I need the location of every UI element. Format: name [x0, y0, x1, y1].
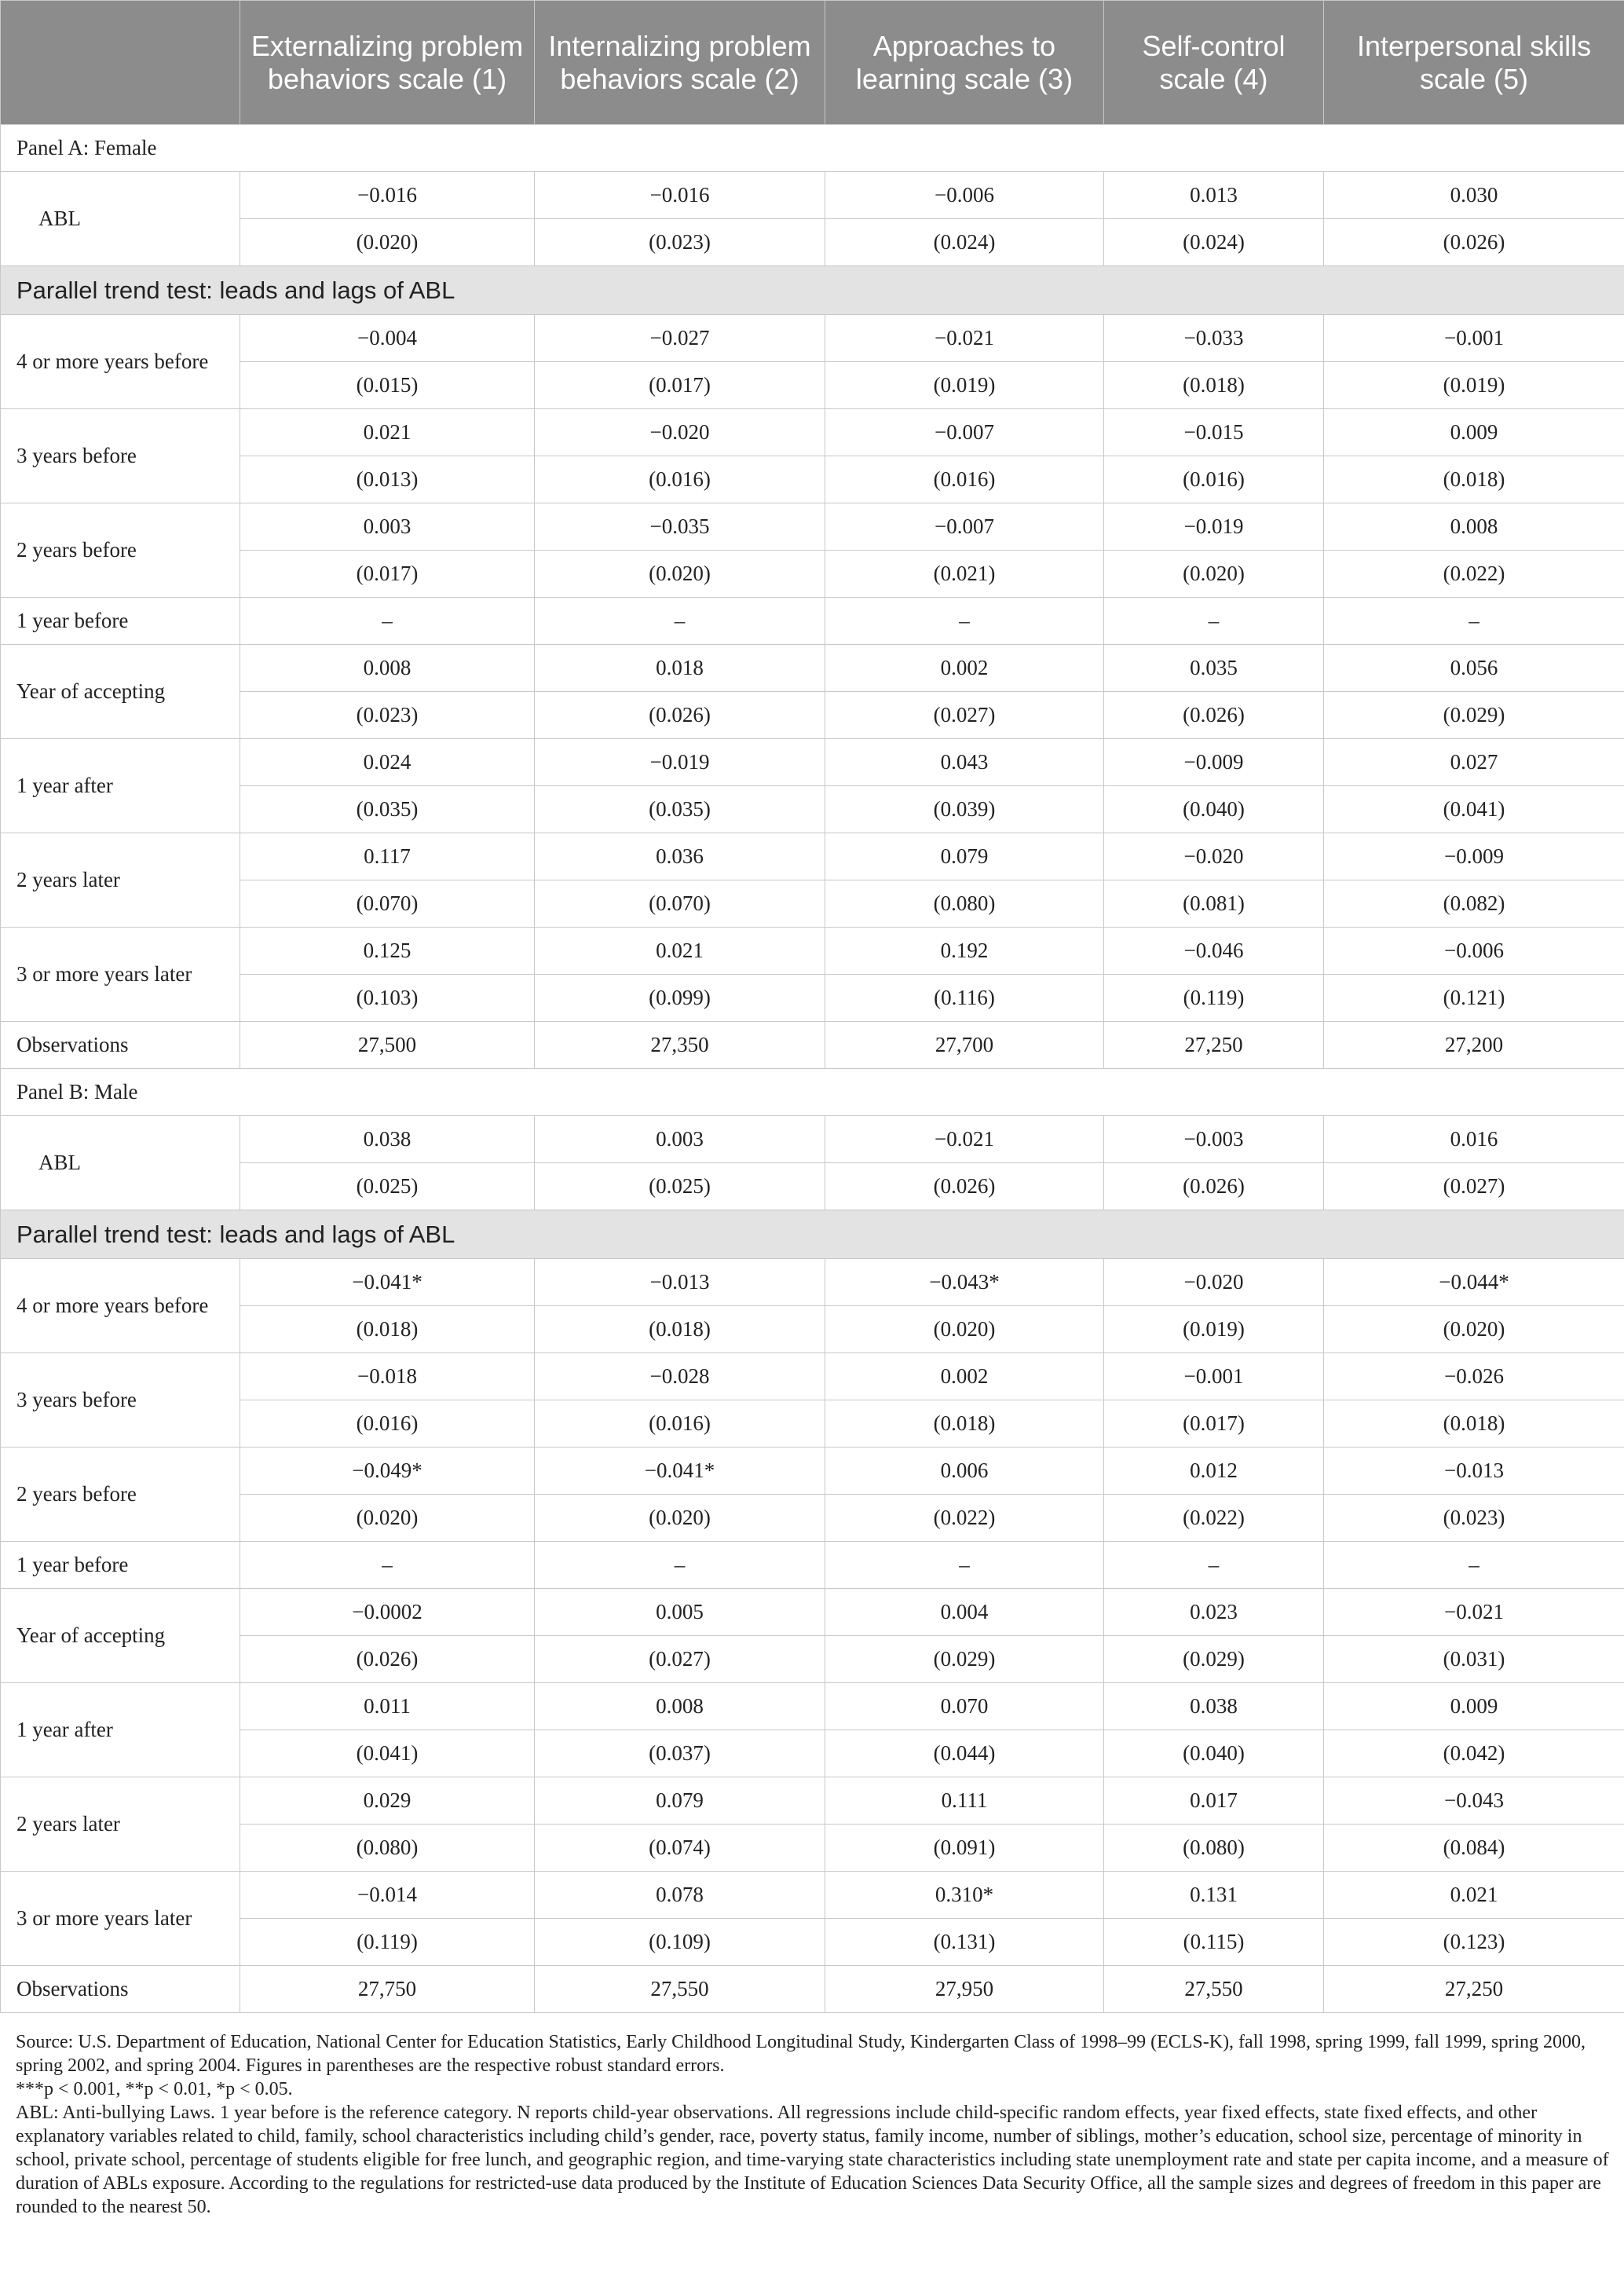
standard-error-cell: (0.022) [1104, 1495, 1324, 1542]
row-label: Year of accepting [1, 1589, 240, 1683]
standard-error-cell: (0.119) [240, 1919, 535, 1966]
row-label: Observations [1, 1022, 240, 1069]
standard-error-cell: (0.082) [1324, 880, 1624, 928]
lead-lag-coef-row [1, 1589, 1624, 1636]
standard-error-cell: (0.040) [1104, 786, 1324, 833]
standard-error-cell: (0.017) [240, 551, 535, 598]
coefficient-cell: 0.002 [825, 645, 1104, 692]
row-label: 1 year after [1, 1683, 240, 1777]
coefficient-cell: −0.041* [535, 1448, 825, 1495]
row-label: 4 or more years before [1, 1259, 240, 1353]
lead-lag-se-row [1, 880, 1624, 928]
standard-error-cell: (0.031) [1324, 1636, 1624, 1683]
coefficient-cell: 0.036 [535, 833, 825, 880]
row-label: Year of accepting [1, 645, 240, 739]
lead-lag-coef-row [1, 1259, 1624, 1306]
coefficient-cell: 0.038 [1104, 1683, 1324, 1730]
standard-error-cell: (0.016) [240, 1400, 535, 1448]
standard-error-cell: (0.035) [535, 786, 825, 833]
coefficient-cell: −0.020 [535, 409, 825, 456]
standard-error-cell: (0.018) [1324, 1400, 1624, 1448]
standard-error-cell: (0.020) [240, 219, 535, 266]
lead-lag-se-row [1, 456, 1624, 503]
standard-error-cell: (0.017) [1104, 1400, 1324, 1448]
coefficient-cell: 0.079 [535, 1777, 825, 1825]
coefficient-cell: −0.001 [1324, 315, 1624, 362]
coefficient-cell: – [825, 1542, 1104, 1589]
observations-cell: 27,500 [240, 1022, 535, 1069]
standard-error-cell: (0.070) [240, 880, 535, 928]
coefficient-cell: −0.018 [240, 1353, 535, 1400]
lead-lag-coef-row [1, 1872, 1624, 1919]
lead-lag-coef-row [1, 1448, 1624, 1495]
coefficient-cell: −0.019 [535, 739, 825, 786]
observations-cell: 27,250 [1104, 1022, 1324, 1069]
lead-lag-coef-row [1, 409, 1624, 456]
observations-cell: 27,200 [1324, 1022, 1624, 1069]
standard-error-cell: (0.116) [825, 975, 1104, 1022]
coefficient-cell: −0.028 [535, 1353, 825, 1400]
coefficient-cell: – [1324, 1542, 1624, 1589]
coefficient-cell: 0.006 [825, 1448, 1104, 1495]
lead-lag-coef-row [1, 739, 1624, 786]
lead-lag-coef-row [1, 1542, 1624, 1589]
standard-error-cell: (0.091) [825, 1825, 1104, 1872]
coefficient-cell: −0.044* [1324, 1259, 1624, 1306]
standard-error-cell: (0.027) [1324, 1163, 1624, 1210]
trend-section-row [1, 1210, 1624, 1259]
standard-error-cell: (0.029) [1324, 692, 1624, 739]
row-label: 4 or more years before [1, 315, 240, 409]
row-label: 3 or more years later [1, 928, 240, 1022]
coefficient-cell: −0.020 [1104, 1259, 1324, 1306]
coefficient-cell: −0.007 [825, 409, 1104, 456]
coefficient-cell: 0.023 [1104, 1589, 1324, 1636]
coefficient-cell: 0.008 [535, 1683, 825, 1730]
coefficient-cell: 0.038 [240, 1116, 535, 1163]
standard-error-cell: (0.074) [535, 1825, 825, 1872]
coefficient-cell: −0.013 [535, 1259, 825, 1306]
panel-title: Panel A: Female [1, 125, 1624, 172]
coefficient-cell: −0.046 [1104, 928, 1324, 975]
observations-cell: 27,950 [825, 1966, 1104, 2013]
standard-error-cell: (0.026) [535, 692, 825, 739]
lead-lag-coef-row [1, 315, 1624, 362]
standard-error-cell: (0.080) [825, 880, 1104, 928]
standard-error-cell: (0.019) [825, 362, 1104, 409]
standard-error-cell: (0.103) [240, 975, 535, 1022]
standard-error-cell: (0.035) [240, 786, 535, 833]
coefficient-cell: 0.056 [1324, 645, 1624, 692]
lead-lag-se-row [1, 975, 1624, 1022]
coefficient-cell: – [825, 598, 1104, 645]
observations-row [1, 1022, 1624, 1069]
panel-title: Panel B: Male [1, 1069, 1624, 1116]
coefficient-cell: 0.003 [535, 1116, 825, 1163]
abl-note: ABL: Anti-bullying Laws. 1 year before is the reference category. N reports child-year observations. All regressions include child-specific random effects, year fixed effects, state fixed effects, and other explanatory variables related to child, family, school characteristics including child’s gender, race, poverty status, family income, number of siblings, mother’s education, school size, percentage of minority in school, private school, percentage of students eligible for free lunch, and geographic region, and time-varying state characteristics including state unemployment rate and state per capita income, and a measure of duration of ABLs exposure. According to the regulations for restricted-use data produced by the Institute of Education Sciences Data Security Office, all the sample sizes and degrees of freedom in this paper are rounded to the nearest 50. [16, 2103, 1609, 2217]
coefficient-cell: 0.011 [240, 1683, 535, 1730]
standard-error-cell: (0.016) [825, 456, 1104, 503]
row-label: 1 year before [1, 1542, 240, 1589]
coefficient-cell: −0.033 [1104, 315, 1324, 362]
abl-coef-row [1, 172, 1624, 219]
lead-lag-se-row [1, 1400, 1624, 1448]
coefficient-cell: −0.009 [1324, 833, 1624, 880]
lead-lag-coef-row [1, 598, 1624, 645]
coefficient-cell: 0.117 [240, 833, 535, 880]
coefficient-cell: −0.016 [535, 172, 825, 219]
table-body [1, 125, 1624, 2013]
observations-cell: 27,700 [825, 1022, 1104, 1069]
coefficient-cell: −0.019 [1104, 503, 1324, 551]
coefficient-cell: – [535, 1542, 825, 1589]
coefficient-cell: −0.026 [1324, 1353, 1624, 1400]
coefficient-cell: −0.006 [825, 172, 1104, 219]
column-header: Externalizing problem behaviors scale (1) [240, 1, 535, 125]
standard-error-cell: (0.018) [535, 1306, 825, 1353]
row-label: ABL [1, 172, 240, 266]
coefficient-cell: −0.014 [240, 1872, 535, 1919]
standard-error-cell: (0.016) [535, 1400, 825, 1448]
standard-error-cell: (0.131) [825, 1919, 1104, 1966]
standard-error-cell: (0.109) [535, 1919, 825, 1966]
coefficient-cell: 0.125 [240, 928, 535, 975]
header-row [1, 1, 1624, 125]
coefficient-cell: 0.021 [535, 928, 825, 975]
abl-se-row [1, 1163, 1624, 1210]
coefficient-cell: 0.029 [240, 1777, 535, 1825]
panel-title-row [1, 1069, 1624, 1116]
standard-error-cell: (0.016) [535, 456, 825, 503]
coefficient-cell: – [535, 598, 825, 645]
standard-error-cell: (0.123) [1324, 1919, 1624, 1966]
standard-error-cell: (0.121) [1324, 975, 1624, 1022]
coefficient-cell: −0.009 [1104, 739, 1324, 786]
coefficient-cell: 0.008 [1324, 503, 1624, 551]
coefficient-cell: −0.021 [825, 315, 1104, 362]
standard-error-cell: (0.027) [825, 692, 1104, 739]
lead-lag-coef-row [1, 1683, 1624, 1730]
standard-error-cell: (0.023) [535, 219, 825, 266]
lead-lag-coef-row [1, 1777, 1624, 1825]
standard-error-cell: (0.040) [1104, 1730, 1324, 1777]
standard-error-cell: (0.015) [240, 362, 535, 409]
row-label: 2 years later [1, 833, 240, 928]
standard-error-cell: (0.024) [825, 219, 1104, 266]
row-label: ABL [1, 1116, 240, 1210]
coefficient-cell: 0.021 [240, 409, 535, 456]
lead-lag-se-row [1, 1495, 1624, 1542]
row-label: Observations [1, 1966, 240, 2013]
standard-error-cell: (0.020) [535, 551, 825, 598]
standard-error-cell: (0.020) [240, 1495, 535, 1542]
coefficient-cell: 0.018 [535, 645, 825, 692]
coefficient-cell: 0.131 [1104, 1872, 1324, 1919]
standard-error-cell: (0.025) [240, 1163, 535, 1210]
header-corner [1, 1, 240, 125]
coefficient-cell: – [240, 1542, 535, 1589]
coefficient-cell: −0.004 [240, 315, 535, 362]
row-label: 2 years before [1, 1448, 240, 1542]
significance-note: ***p < 0.001, **p < 0.01, *p < 0.05. [16, 2079, 293, 2099]
coefficient-cell: 0.005 [535, 1589, 825, 1636]
standard-error-cell: (0.025) [535, 1163, 825, 1210]
standard-error-cell: (0.020) [825, 1306, 1104, 1353]
standard-error-cell: (0.080) [240, 1825, 535, 1872]
standard-error-cell: (0.026) [1104, 692, 1324, 739]
standard-error-cell: (0.018) [1104, 362, 1324, 409]
standard-error-cell: (0.041) [240, 1730, 535, 1777]
coefficient-cell: 0.111 [825, 1777, 1104, 1825]
coefficient-cell: −0.001 [1104, 1353, 1324, 1400]
panel-title-row [1, 125, 1624, 172]
lead-lag-se-row [1, 1919, 1624, 1966]
standard-error-cell: (0.021) [825, 551, 1104, 598]
source-note: Source: U.S. Department of Education, National Center for Education Statistics, Early Childhood Longitudinal Study, Kindergarten Class of 1998–99 (ECLS-K), fall 1998, spring 1999, fall 1999, spring 2000, spring 2002, and spring 2004. Figures in parentheses are the respective robust standard errors. [16, 2032, 1586, 2076]
coefficient-cell: 0.002 [825, 1353, 1104, 1400]
trend-section-title: Parallel trend test: leads and lags of ABL [1, 1210, 1624, 1259]
standard-error-cell: (0.022) [1324, 551, 1624, 598]
coefficient-cell: – [1324, 598, 1624, 645]
coefficient-cell: −0.020 [1104, 833, 1324, 880]
standard-error-cell: (0.020) [535, 1495, 825, 1542]
observations-row [1, 1966, 1624, 2013]
standard-error-cell: (0.041) [1324, 786, 1624, 833]
standard-error-cell: (0.020) [1104, 551, 1324, 598]
lead-lag-se-row [1, 1306, 1624, 1353]
coefficient-cell: – [1104, 1542, 1324, 1589]
table-notes [16, 2030, 1610, 2219]
standard-error-cell: (0.013) [240, 456, 535, 503]
coefficient-cell: 0.013 [1104, 172, 1324, 219]
lead-lag-coef-row [1, 1353, 1624, 1400]
coefficient-cell: −0.021 [1324, 1589, 1624, 1636]
coefficient-cell: 0.009 [1324, 409, 1624, 456]
abl-coef-row [1, 1116, 1624, 1163]
standard-error-cell: (0.029) [1104, 1636, 1324, 1683]
column-header: Self-control scale (4) [1104, 1, 1324, 125]
standard-error-cell: (0.024) [1104, 219, 1324, 266]
row-label: 3 or more years later [1, 1872, 240, 1966]
standard-error-cell: (0.023) [1324, 1495, 1624, 1542]
observations-cell: 27,550 [535, 1966, 825, 2013]
coefficient-cell: 0.021 [1324, 1872, 1624, 1919]
standard-error-cell: (0.042) [1324, 1730, 1624, 1777]
coefficient-cell: −0.043* [825, 1259, 1104, 1306]
lead-lag-coef-row [1, 833, 1624, 880]
coefficient-cell: 0.017 [1104, 1777, 1324, 1825]
coefficient-cell: −0.003 [1104, 1116, 1324, 1163]
coefficient-cell: 0.070 [825, 1683, 1104, 1730]
standard-error-cell: (0.070) [535, 880, 825, 928]
coefficient-cell: 0.009 [1324, 1683, 1624, 1730]
standard-error-cell: (0.039) [825, 786, 1104, 833]
standard-error-cell: (0.099) [535, 975, 825, 1022]
coefficient-cell: −0.0002 [240, 1589, 535, 1636]
coefficient-cell: 0.310* [825, 1872, 1104, 1919]
coefficient-cell: −0.041* [240, 1259, 535, 1306]
standard-error-cell: (0.080) [1104, 1825, 1324, 1872]
coefficient-cell: – [240, 598, 535, 645]
coefficient-cell: −0.027 [535, 315, 825, 362]
standard-error-cell: (0.022) [825, 1495, 1104, 1542]
lead-lag-se-row [1, 1825, 1624, 1872]
observations-cell: 27,750 [240, 1966, 535, 2013]
coefficient-cell: 0.043 [825, 739, 1104, 786]
row-label: 1 year after [1, 739, 240, 833]
coefficient-cell: −0.021 [825, 1116, 1104, 1163]
standard-error-cell: (0.018) [240, 1306, 535, 1353]
row-label: 1 year before [1, 598, 240, 645]
standard-error-cell: (0.023) [240, 692, 535, 739]
coefficient-cell: 0.003 [240, 503, 535, 551]
standard-error-cell: (0.081) [1104, 880, 1324, 928]
coefficient-cell: −0.015 [1104, 409, 1324, 456]
row-label: 3 years before [1, 409, 240, 503]
lead-lag-se-row [1, 786, 1624, 833]
coefficient-cell: 0.035 [1104, 645, 1324, 692]
coefficient-cell: 0.012 [1104, 1448, 1324, 1495]
lead-lag-coef-row [1, 928, 1624, 975]
coefficient-cell: 0.030 [1324, 172, 1624, 219]
row-label: 2 years before [1, 503, 240, 598]
coefficient-cell: 0.004 [825, 1589, 1104, 1636]
standard-error-cell: (0.019) [1324, 362, 1624, 409]
coefficient-cell: −0.035 [535, 503, 825, 551]
coefficient-cell: −0.016 [240, 172, 535, 219]
lead-lag-se-row [1, 692, 1624, 739]
observations-cell: 27,250 [1324, 1966, 1624, 2013]
standard-error-cell: (0.017) [535, 362, 825, 409]
standard-error-cell: (0.084) [1324, 1825, 1624, 1872]
standard-error-cell: (0.026) [240, 1636, 535, 1683]
coefficient-cell: −0.013 [1324, 1448, 1624, 1495]
row-label: 3 years before [1, 1353, 240, 1448]
standard-error-cell: (0.020) [1324, 1306, 1624, 1353]
column-header: Interpersonal skills scale (5) [1324, 1, 1624, 125]
standard-error-cell: (0.044) [825, 1730, 1104, 1777]
trend-section-title: Parallel trend test: leads and lags of ABL [1, 266, 1624, 315]
standard-error-cell: (0.026) [1324, 219, 1624, 266]
coefficient-cell: 0.024 [240, 739, 535, 786]
lead-lag-coef-row [1, 503, 1624, 551]
standard-error-cell: (0.016) [1104, 456, 1324, 503]
coefficient-cell: −0.006 [1324, 928, 1624, 975]
standard-error-cell: (0.019) [1104, 1306, 1324, 1353]
standard-error-cell: (0.026) [1104, 1163, 1324, 1210]
standard-error-cell: (0.018) [825, 1400, 1104, 1448]
lead-lag-coef-row [1, 645, 1624, 692]
lead-lag-se-row [1, 1730, 1624, 1777]
standard-error-cell: (0.037) [535, 1730, 825, 1777]
coefficient-cell: 0.078 [535, 1872, 825, 1919]
standard-error-cell: (0.027) [535, 1636, 825, 1683]
standard-error-cell: (0.018) [1324, 456, 1624, 503]
coefficient-cell: 0.192 [825, 928, 1104, 975]
coefficient-cell: – [1104, 598, 1324, 645]
standard-error-cell: (0.029) [825, 1636, 1104, 1683]
observations-cell: 27,550 [1104, 1966, 1324, 2013]
coefficient-cell: 0.079 [825, 833, 1104, 880]
standard-error-cell: (0.115) [1104, 1919, 1324, 1966]
abl-se-row [1, 219, 1624, 266]
trend-section-row [1, 266, 1624, 315]
coefficient-cell: 0.016 [1324, 1116, 1624, 1163]
coefficient-cell: −0.049* [240, 1448, 535, 1495]
standard-error-cell: (0.026) [825, 1163, 1104, 1210]
lead-lag-se-row [1, 362, 1624, 409]
coefficient-cell: −0.043 [1324, 1777, 1624, 1825]
lead-lag-se-row [1, 1636, 1624, 1683]
column-header: Internalizing problem behaviors scale (2) [535, 1, 825, 125]
standard-error-cell: (0.119) [1104, 975, 1324, 1022]
coefficient-cell: −0.007 [825, 503, 1104, 551]
coefficient-cell: 0.027 [1324, 739, 1624, 786]
coefficient-cell: 0.008 [240, 645, 535, 692]
lead-lag-se-row [1, 551, 1624, 598]
column-header: Approaches to learning scale (3) [825, 1, 1104, 125]
observations-cell: 27,350 [535, 1022, 825, 1069]
row-label: 2 years later [1, 1777, 240, 1872]
